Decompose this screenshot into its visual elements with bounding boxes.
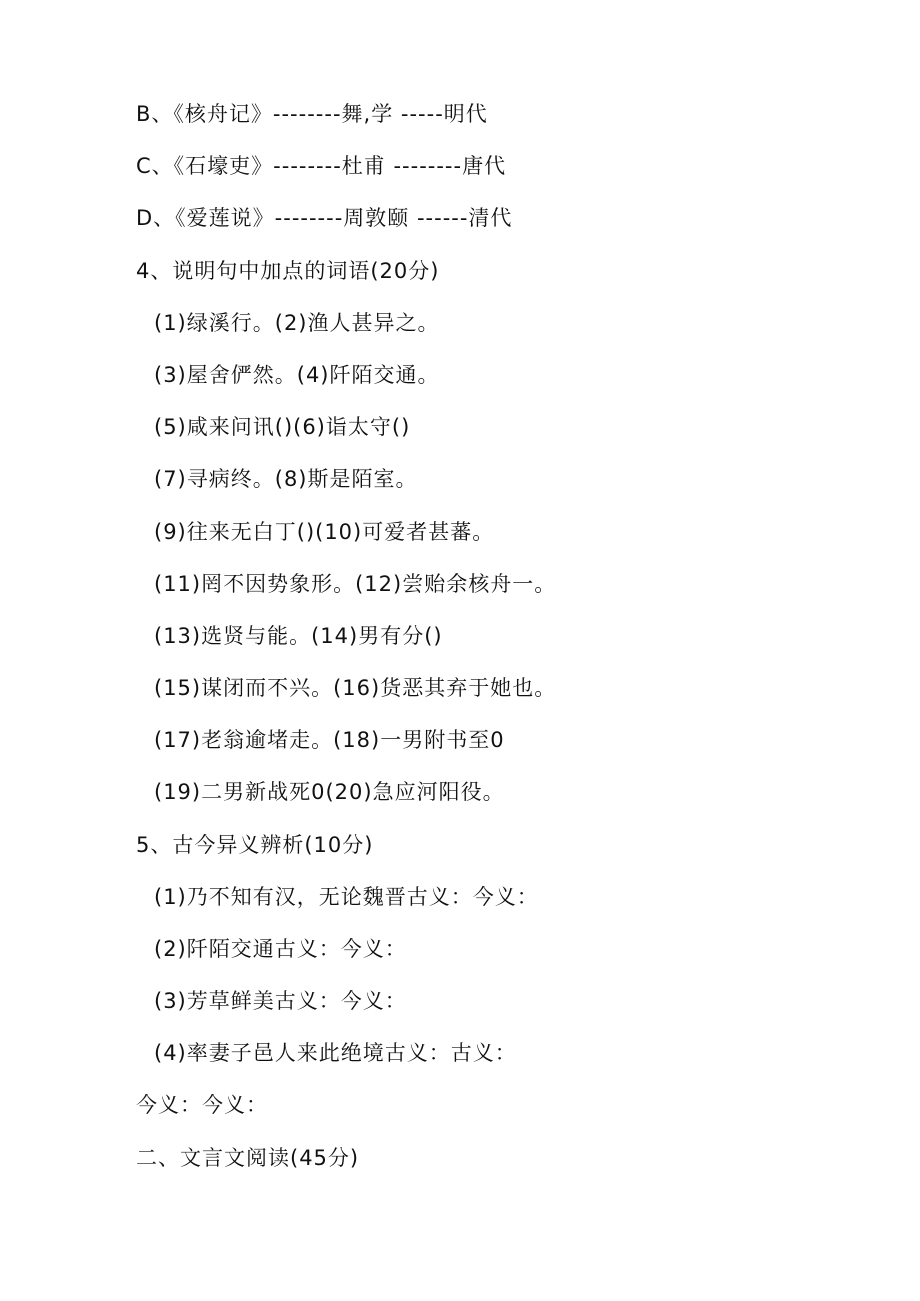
section-2-heading: 二、文言文阅读(45分)	[136, 1146, 360, 1170]
question-4-row: (17)老翁逾堵走。(18)一男附书至0	[154, 728, 505, 752]
question-5-row: (4)率妻子邑人来此绝境古义：古义：	[154, 1041, 517, 1065]
question-4-row: (5)咸来问讯()(6)诣太守()	[154, 415, 411, 439]
question-4-heading: 4、说明句中加点的词语(20分)	[136, 259, 440, 283]
question-4-row: (1)绿溪行。(2)渔人甚异之。	[154, 311, 440, 335]
option-d: D、《爱莲说》--------周敦颐 ------清代	[136, 206, 513, 230]
question-5-row: (1)乃不知有汉，无论魏晋古义：今义：	[154, 885, 539, 909]
option-c: C、《石壕吏》--------杜甫 --------唐代	[136, 154, 507, 178]
question-5-heading: 5、古今异义辨析(10分)	[136, 833, 374, 857]
option-b: B、《核舟记》--------舞,学 -----明代	[136, 102, 488, 126]
question-5-row: (3)芳草鲜美古义：今义：	[154, 989, 407, 1013]
question-4-row: (15)谋闭而不兴。(16)货恶其弃于她也。	[154, 676, 557, 700]
question-5-row: (2)阡陌交通古义：今义：	[154, 937, 407, 961]
question-4-row: (3)屋舍俨然。(4)阡陌交通。	[154, 363, 440, 387]
question-4-row: (19)二男新战死0(20)急应河阳役。	[154, 780, 505, 804]
question-4-row: (9)往来无白丁()(10)可爱者甚蕃。	[154, 520, 495, 544]
question-5-continuation: 今义：今义：	[136, 1093, 268, 1117]
question-4-row: (11)罔不因势象形。(12)尝贻余核舟一。	[154, 572, 557, 596]
question-4-row: (13)选贤与能。(14)男有分()	[154, 624, 443, 648]
question-4-row: (7)寻病终。(8)斯是陌室。	[154, 467, 418, 491]
